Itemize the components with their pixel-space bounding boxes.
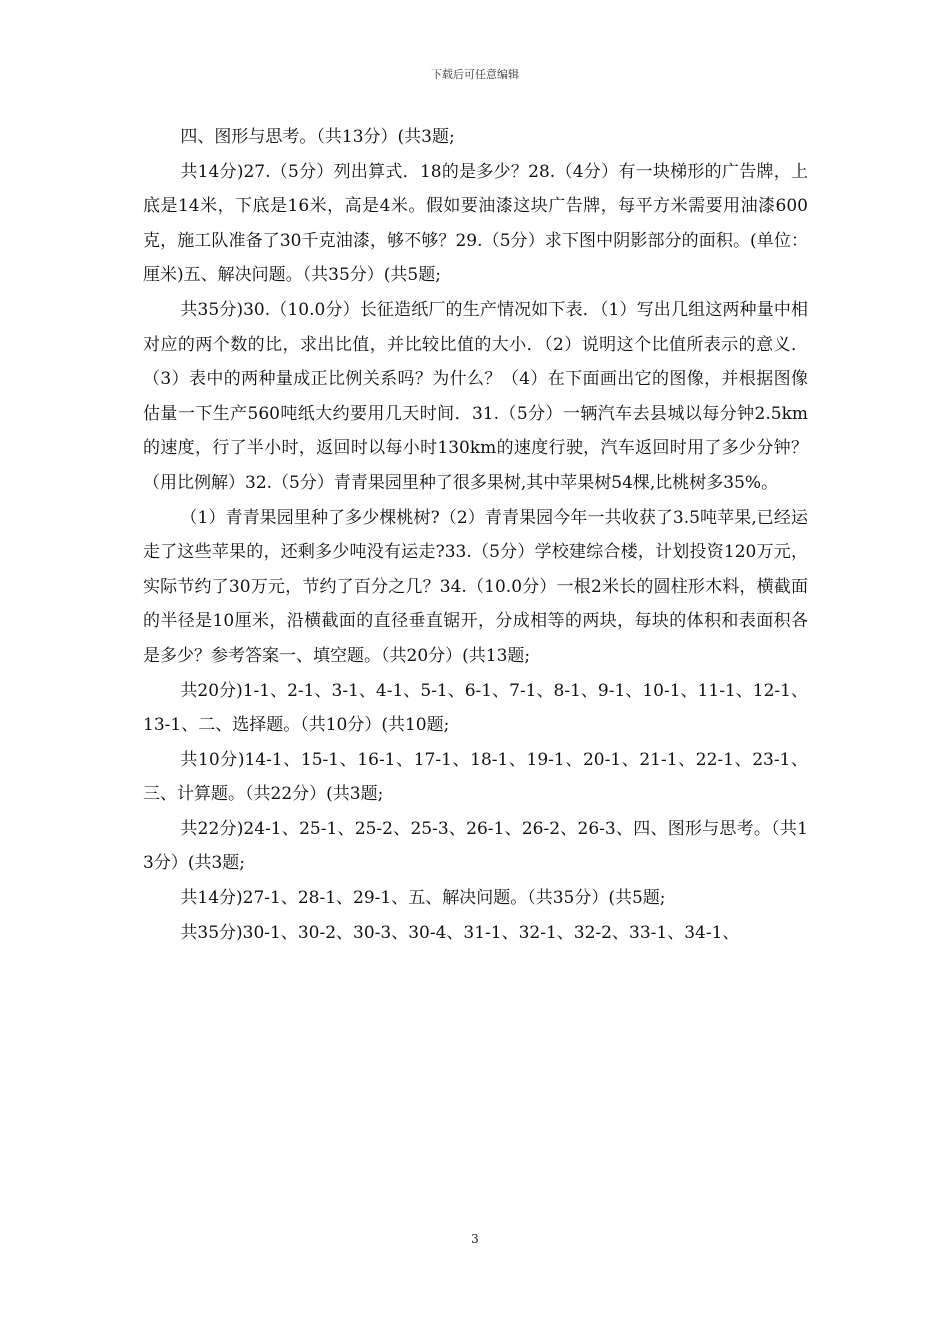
paragraph-answers-fill-blank: 共20分)1-1、2-1、3-1、4-1、5-1、6-1、7-1、8-1、9-1、10-1、11-1、12-1、13-1、二、选择题。（共10分）(共10题; [143,680,808,736]
paragraph-answers-choice: 共10分)14-1、15-1、16-1、17-1、18-1、19-1、20-1、21-1、22-1、23-1、三、计算题。（共22分）(共3题; [143,749,808,805]
paragraph-answers-calculation: 共22分)24-1、25-1、25-2、25-3、26-1、26-2、26-3、四、图形与思考。（共13分）(共3题; [143,818,808,874]
page-number: 3 [471,1232,479,1246]
paragraph-answers-geometry: 共14分)27-1、28-1、29-1、五、解决问题。（共35分）(共5题; [180,888,666,909]
page-header-watermark: 下载后可任意编辑 [431,68,519,81]
document-body [143,120,808,950]
paragraph-questions-30-32: 共35分)30.（10.0分）长征造纸厂的生产情况如下表．（1）写出几组这两种量中相对应的两个数的比，求出比值，并比较比值的大小．（2）说明这个比值所表示的意义．（3）表中的两种量成正比例关系吗？为什么？（4）在下面画出它的图像，并根据图像估量一下生产560吨纸大约要用几天时间．31.（5分）一辆汽车去县城以每分钟2.5km的速度，行了半小时，返回时以每小时130km的速度行驶，汽车返回时用了多少分钟？（用比例解）32.（5分）青青果园里种了很多果树,其中苹果树54棵,比桃树多35%。 [143,299,808,493]
paragraph-questions-27-29: 共14分)27.（5分）列出算式．18的是多少？28.（4分）有一块梯形的广告牌，上底是14米，下底是16米，高是4米。假如要油漆这块广告牌，每平方米需要用油漆600克，施工队准备了30千克油漆，够不够？29.（5分）求下图中阴影部分的面积。(单位：厘米)五、解决问题。（共35分）(共5题; [143,161,808,286]
paragraph-questions-32-34-and-answers: （1）青青果园里种了多少棵桃树?（2）青青果园今年一共收获了3.5吨苹果,已经运走了这些苹果的，还剩多少吨没有运走?33.（5分）学校建综合楼，计划投资120万元，实际节约了30万元，节约了百分之几？34.（10.0分）一根2米长的圆柱形木料，横截面的半径是10厘米，沿横截面的直径垂直锯开，分成相等的两块，每块的体积和表面积各是多少？参考答案一、填空题。（共20分）(共13题; [143,507,808,666]
paragraph-section-four-heading: 四、图形与思考。（共13分）(共3题; [180,127,455,147]
paragraph-answers-problems: 共35分)30-1、30-2、30-3、30-4、31-1、32-1、32-2、33-1、34-1、 [180,922,740,943]
